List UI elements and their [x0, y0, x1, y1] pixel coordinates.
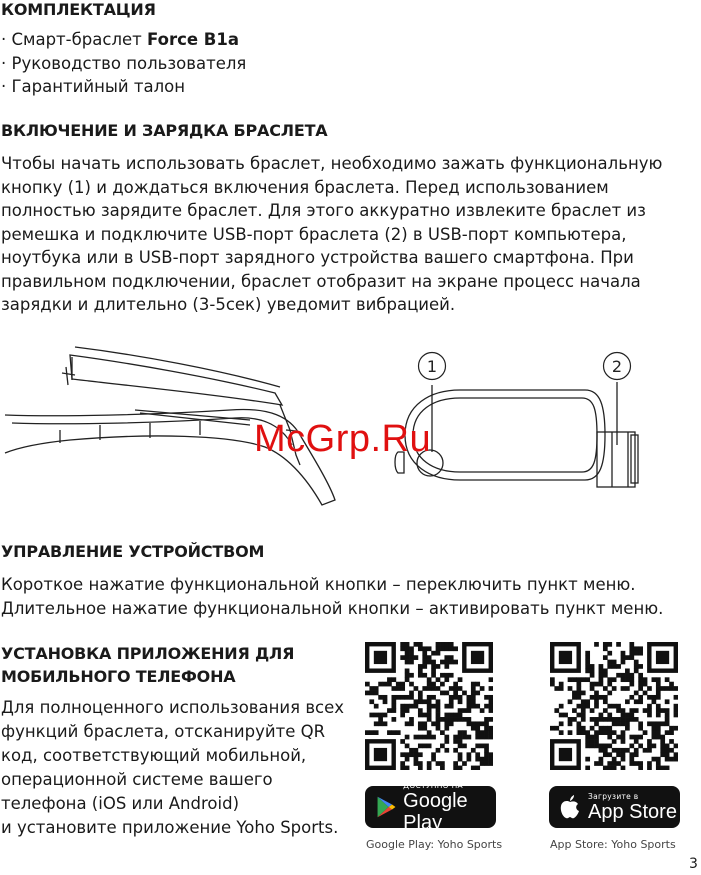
text-line: ремешка и подключите USB-порт браслета (2) в USB-порт компьютера,	[1, 224, 627, 244]
watermark: McGrp.Ru	[254, 418, 432, 460]
google-play-badge-big: Google Play	[403, 789, 468, 834]
app-store-badge-small: Загрузите в	[588, 791, 639, 801]
kit-item: · Смарт-браслет Force B1a	[1, 30, 239, 49]
app-store-badge-big: App Store	[588, 800, 677, 823]
callout-1	[419, 353, 446, 380]
google-play-badge-small: ДОСТУПНО НА	[403, 780, 463, 790]
text-line: Короткое нажатие функциональной кнопки – переключить пункт меню.	[1, 575, 636, 594]
text-line: кнопку (1) и дождаться включения браслета. Перед использованием	[1, 177, 609, 197]
text-line: телефона (iOS или Android)	[1, 794, 240, 813]
app-store-caption: App Store: Yoho Sports	[550, 838, 676, 851]
callout-1-label: 1	[426, 357, 438, 376]
google-play-icon	[375, 793, 397, 821]
callout-2-label: 2	[611, 357, 623, 376]
charging-heading: ВКЛЮЧЕНИЕ И ЗАРЯДКА БРАСЛЕТА	[1, 121, 328, 140]
charging-paragraph	[1, 152, 662, 317]
text-line: правильном подключении, браслет отобразит на экране процесс начала	[1, 271, 641, 291]
control-paragraph	[1, 573, 663, 620]
app-paragraph	[1, 696, 351, 840]
text-line: Длительное нажатие функциональной кнопки – активировать пункт меню.	[1, 598, 664, 618]
app-heading: УСТАНОВКА ПРИЛОЖЕНИЯ ДЛЯ МОБИЛЬНОГО ТЕЛЕФОНА	[1, 644, 295, 686]
kit-item: · Руководство пользователя	[1, 53, 247, 73]
app-store-badge[interactable]	[549, 786, 680, 828]
kit-heading: КОМПЛЕКТАЦИЯ	[1, 0, 156, 19]
bracelet-top-view	[395, 382, 638, 487]
app-store-qr-code[interactable]	[550, 642, 678, 770]
text-line: и установите приложение Yoho Sports.	[1, 818, 339, 837]
text-line: Чтобы начать использовать браслет, необходимо зажать функциональную	[1, 154, 663, 173]
text-line: Для полноценного использования всех	[1, 698, 345, 717]
text-line: полностью зарядите браслет. Для этого аккуратно извлеките браслет из	[1, 201, 646, 220]
page-number: 3	[689, 856, 698, 872]
apple-icon	[558, 793, 582, 821]
kit-list	[1, 28, 246, 99]
google-play-caption: Google Play: Yoho Sports	[366, 838, 503, 851]
text-line: зарядки и длительно (3-5сек) уведомит вибрацией.	[1, 295, 456, 314]
text-line: операционной системе вашего	[1, 770, 273, 789]
text-line: код, соответствующий мобильной,	[1, 746, 307, 765]
text-line: ноутбука или в USB-порт зарядного устройства вашего смартфона. При	[1, 248, 634, 267]
google-play-badge[interactable]	[365, 780, 496, 834]
kit-item: · Гарантийный талон	[1, 77, 186, 96]
text-line: функций браслета, отсканируйте QR	[1, 722, 326, 741]
google-play-qr-code[interactable]	[365, 642, 493, 770]
control-heading: УПРАВЛЕНИЕ УСТРОЙСТВОМ	[1, 542, 265, 561]
callout-2	[604, 353, 631, 380]
